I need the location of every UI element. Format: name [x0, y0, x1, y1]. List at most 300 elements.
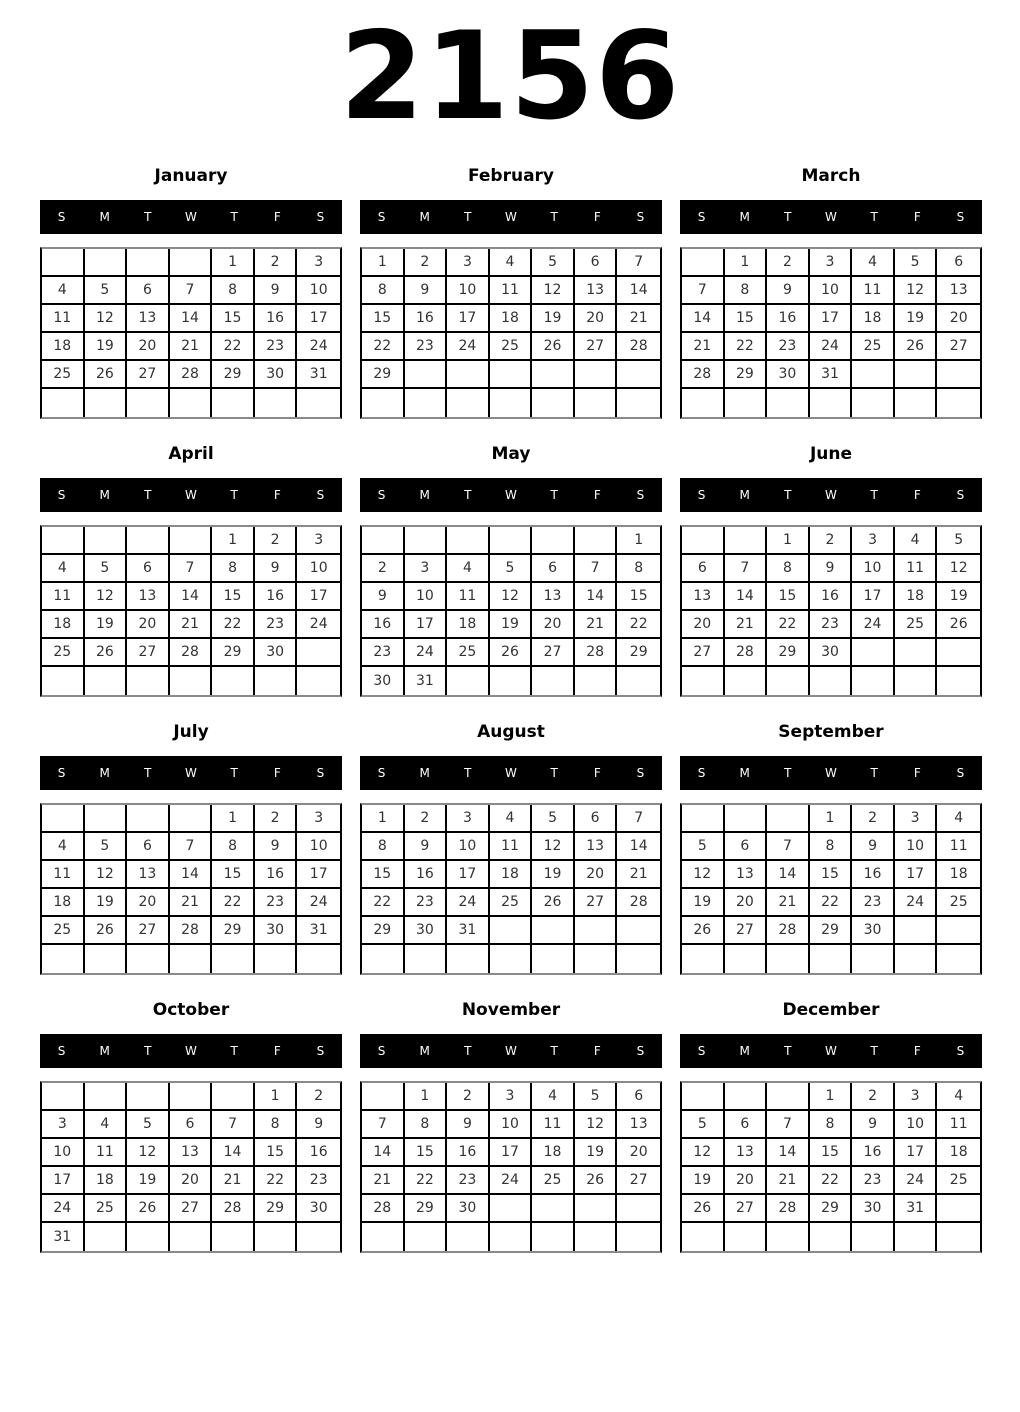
day-cell: 19	[127, 1167, 170, 1195]
day-cell: 27	[532, 639, 575, 667]
day-cell: 6	[532, 555, 575, 583]
day-cell: 30	[255, 639, 298, 667]
empty-day-cell	[617, 361, 660, 389]
empty-day-cell	[490, 361, 533, 389]
day-cell: 30	[297, 1195, 340, 1223]
day-cell: 24	[490, 1167, 533, 1195]
empty-day-cell	[490, 917, 533, 945]
day-cell: 29	[767, 639, 810, 667]
day-cell: 21	[617, 305, 660, 333]
empty-day-cell	[170, 805, 213, 833]
day-cell: 28	[170, 361, 213, 389]
day-cell: 5	[127, 1111, 170, 1139]
day-cell: 10	[405, 583, 448, 611]
day-cell: 6	[617, 1083, 660, 1111]
weekday-label: F	[913, 488, 921, 502]
empty-day-cell	[212, 945, 255, 973]
weekday-label: M	[99, 488, 110, 502]
day-cell: 19	[490, 611, 533, 639]
day-cell: 16	[297, 1139, 340, 1167]
empty-day-cell	[725, 389, 768, 417]
day-cell: 15	[767, 583, 810, 611]
day-cell: 12	[85, 305, 128, 333]
empty-day-cell	[767, 805, 810, 833]
day-cell: 25	[490, 333, 533, 361]
month-section-september	[680, 722, 982, 975]
empty-day-cell	[170, 249, 213, 277]
day-cell: 14	[170, 861, 213, 889]
day-cell: 9	[405, 277, 448, 305]
day-cell: 24	[895, 1167, 938, 1195]
day-cell: 22	[617, 611, 660, 639]
day-cell: 23	[810, 611, 853, 639]
day-cell: 3	[405, 555, 448, 583]
day-cell: 17	[895, 861, 938, 889]
day-cell: 9	[852, 1111, 895, 1139]
day-cell: 10	[42, 1139, 85, 1167]
day-cell: 4	[42, 277, 85, 305]
weekday-label: F	[593, 1044, 601, 1058]
day-cell: 29	[617, 639, 660, 667]
day-cell: 23	[255, 611, 298, 639]
day-cell: 26	[532, 889, 575, 917]
empty-day-cell	[490, 527, 533, 555]
day-cell: 26	[127, 1195, 170, 1223]
day-cell: 30	[255, 361, 298, 389]
weekday-label: M	[419, 488, 430, 502]
day-cell: 15	[362, 305, 405, 333]
day-cell: 2	[852, 1083, 895, 1111]
day-cell: 4	[937, 805, 980, 833]
weekday-label: F	[273, 488, 281, 502]
day-grid	[680, 247, 982, 419]
weekday-header-row	[680, 200, 982, 234]
weekday-label: F	[593, 488, 601, 502]
day-cell: 27	[682, 639, 725, 667]
day-cell: 11	[937, 1111, 980, 1139]
day-cell: 19	[532, 861, 575, 889]
day-cell: 20	[725, 889, 768, 917]
empty-day-cell	[852, 389, 895, 417]
day-cell: 25	[85, 1195, 128, 1223]
day-cell: 9	[255, 277, 298, 305]
day-cell: 11	[42, 583, 85, 611]
day-cell: 15	[255, 1139, 298, 1167]
day-cell: 5	[682, 833, 725, 861]
weekday-label: T	[784, 210, 792, 224]
day-cell: 25	[852, 333, 895, 361]
day-cell: 15	[810, 1139, 853, 1167]
empty-day-cell	[682, 1223, 725, 1251]
day-cell: 2	[405, 805, 448, 833]
weekday-header-row	[40, 1034, 342, 1068]
day-cell: 7	[767, 833, 810, 861]
day-cell: 12	[127, 1139, 170, 1167]
day-cell: 15	[212, 305, 255, 333]
day-cell: 9	[297, 1111, 340, 1139]
empty-day-cell	[85, 249, 128, 277]
empty-day-cell	[362, 1083, 405, 1111]
empty-day-cell	[212, 667, 255, 695]
weekday-label: T	[144, 210, 152, 224]
empty-day-cell	[127, 527, 170, 555]
day-cell: 16	[405, 861, 448, 889]
day-cell: 17	[42, 1167, 85, 1195]
day-grid	[360, 1081, 662, 1253]
day-cell: 10	[895, 1111, 938, 1139]
empty-day-cell	[127, 945, 170, 973]
day-cell: 17	[810, 305, 853, 333]
weekday-label: W	[825, 488, 837, 502]
day-cell: 28	[575, 639, 618, 667]
weekday-label: T	[230, 210, 238, 224]
empty-day-cell	[127, 667, 170, 695]
weekday-label: S	[316, 1044, 325, 1058]
day-cell: 1	[212, 805, 255, 833]
day-cell: 22	[767, 611, 810, 639]
weekday-label: M	[99, 210, 110, 224]
empty-day-cell	[405, 389, 448, 417]
empty-day-cell	[490, 389, 533, 417]
day-cell: 29	[212, 361, 255, 389]
day-cell: 10	[297, 277, 340, 305]
day-cell: 3	[297, 249, 340, 277]
day-cell: 4	[532, 1083, 575, 1111]
weekday-label: T	[870, 766, 878, 780]
day-cell: 30	[405, 917, 448, 945]
day-cell: 12	[575, 1111, 618, 1139]
weekday-label: M	[99, 1044, 110, 1058]
empty-day-cell	[447, 945, 490, 973]
day-cell: 17	[447, 861, 490, 889]
empty-day-cell	[405, 527, 448, 555]
weekday-label: T	[784, 766, 792, 780]
weekday-label: S	[697, 766, 706, 780]
empty-day-cell	[937, 639, 980, 667]
empty-day-cell	[852, 639, 895, 667]
day-cell: 26	[490, 639, 533, 667]
empty-day-cell	[490, 945, 533, 973]
empty-day-cell	[725, 1083, 768, 1111]
day-cell: 13	[937, 277, 980, 305]
month-name: October	[152, 1000, 230, 1020]
weekday-label: W	[825, 766, 837, 780]
day-cell: 4	[42, 555, 85, 583]
day-cell: 10	[490, 1111, 533, 1139]
day-cell: 30	[255, 917, 298, 945]
day-cell: 24	[447, 333, 490, 361]
day-cell: 31	[297, 361, 340, 389]
weekday-label: M	[739, 488, 750, 502]
day-cell: 24	[447, 889, 490, 917]
weekday-label: S	[636, 1044, 645, 1058]
empty-day-cell	[85, 667, 128, 695]
weekday-label: S	[956, 210, 965, 224]
day-cell: 21	[617, 861, 660, 889]
day-cell: 19	[682, 1167, 725, 1195]
day-cell: 11	[490, 277, 533, 305]
weekday-header-row	[680, 1034, 982, 1068]
day-cell: 2	[405, 249, 448, 277]
empty-day-cell	[810, 1223, 853, 1251]
day-cell: 3	[852, 527, 895, 555]
day-cell: 7	[682, 277, 725, 305]
day-cell: 5	[85, 277, 128, 305]
day-cell: 8	[212, 277, 255, 305]
day-grid	[40, 525, 342, 697]
empty-day-cell	[490, 667, 533, 695]
day-cell: 24	[810, 333, 853, 361]
empty-day-cell	[725, 945, 768, 973]
weekday-label: F	[913, 1044, 921, 1058]
day-cell: 7	[170, 555, 213, 583]
day-cell: 14	[767, 1139, 810, 1167]
day-cell: 23	[362, 639, 405, 667]
day-cell: 9	[852, 833, 895, 861]
weekday-label: M	[419, 1044, 430, 1058]
empty-day-cell	[617, 1195, 660, 1223]
day-cell: 12	[532, 277, 575, 305]
empty-day-cell	[937, 389, 980, 417]
day-cell: 2	[297, 1083, 340, 1111]
day-cell: 25	[447, 639, 490, 667]
day-cell: 8	[362, 277, 405, 305]
weekday-header-row	[40, 756, 342, 790]
day-grid	[40, 803, 342, 975]
day-cell: 5	[532, 805, 575, 833]
day-cell: 9	[447, 1111, 490, 1139]
empty-day-cell	[532, 1223, 575, 1251]
weekday-label: S	[956, 766, 965, 780]
weekday-label: M	[419, 766, 430, 780]
day-cell: 6	[127, 833, 170, 861]
empty-day-cell	[725, 527, 768, 555]
empty-day-cell	[85, 527, 128, 555]
empty-day-cell	[682, 1083, 725, 1111]
day-cell: 18	[42, 611, 85, 639]
empty-day-cell	[212, 389, 255, 417]
weekday-label: S	[377, 766, 386, 780]
empty-day-cell	[575, 1195, 618, 1223]
day-cell: 27	[725, 917, 768, 945]
weekday-label: T	[144, 1044, 152, 1058]
weekday-label: S	[636, 210, 645, 224]
day-cell: 19	[682, 889, 725, 917]
months-grid	[40, 166, 982, 1253]
weekday-label: T	[464, 766, 472, 780]
day-cell: 19	[937, 583, 980, 611]
day-cell: 3	[895, 805, 938, 833]
day-cell: 11	[937, 833, 980, 861]
day-cell: 7	[725, 555, 768, 583]
day-cell: 16	[255, 861, 298, 889]
weekday-label: W	[825, 1044, 837, 1058]
day-cell: 8	[255, 1111, 298, 1139]
day-cell: 17	[405, 611, 448, 639]
day-cell: 22	[810, 1167, 853, 1195]
day-cell: 24	[895, 889, 938, 917]
day-cell: 18	[937, 1139, 980, 1167]
weekday-header-row	[360, 478, 662, 512]
empty-day-cell	[297, 1223, 340, 1251]
empty-day-cell	[447, 361, 490, 389]
day-cell: 27	[127, 917, 170, 945]
empty-day-cell	[170, 527, 213, 555]
weekday-label: W	[505, 488, 517, 502]
day-cell: 28	[362, 1195, 405, 1223]
empty-day-cell	[85, 945, 128, 973]
day-cell: 30	[852, 1195, 895, 1223]
day-cell: 12	[937, 555, 980, 583]
weekday-label: S	[57, 1044, 66, 1058]
weekday-header-row	[40, 200, 342, 234]
empty-day-cell	[767, 945, 810, 973]
empty-day-cell	[532, 389, 575, 417]
month-name: February	[467, 166, 555, 186]
day-cell: 11	[85, 1139, 128, 1167]
day-cell: 6	[170, 1111, 213, 1139]
weekday-label: F	[273, 210, 281, 224]
day-cell: 5	[895, 249, 938, 277]
day-cell: 21	[682, 333, 725, 361]
day-cell: 26	[937, 611, 980, 639]
weekday-label: M	[739, 1044, 750, 1058]
day-cell: 23	[405, 889, 448, 917]
day-cell: 24	[297, 333, 340, 361]
empty-day-cell	[852, 667, 895, 695]
day-grid	[680, 803, 982, 975]
empty-day-cell	[682, 389, 725, 417]
day-grid	[680, 1081, 982, 1253]
empty-day-cell	[937, 1195, 980, 1223]
day-cell: 27	[575, 889, 618, 917]
day-cell: 7	[767, 1111, 810, 1139]
empty-day-cell	[810, 389, 853, 417]
empty-day-cell	[895, 389, 938, 417]
day-cell: 23	[297, 1167, 340, 1195]
day-cell: 28	[767, 1195, 810, 1223]
day-cell: 3	[447, 249, 490, 277]
empty-day-cell	[767, 1223, 810, 1251]
day-cell: 20	[682, 611, 725, 639]
weekday-label: T	[230, 766, 238, 780]
weekday-label: S	[316, 766, 325, 780]
day-cell: 13	[127, 583, 170, 611]
empty-day-cell	[575, 917, 618, 945]
day-cell: 11	[852, 277, 895, 305]
day-cell: 12	[895, 277, 938, 305]
day-cell: 13	[170, 1139, 213, 1167]
day-cell: 30	[810, 639, 853, 667]
day-cell: 14	[682, 305, 725, 333]
empty-day-cell	[852, 945, 895, 973]
day-cell: 19	[85, 611, 128, 639]
day-cell: 21	[725, 611, 768, 639]
empty-day-cell	[532, 667, 575, 695]
day-cell: 14	[617, 277, 660, 305]
empty-day-cell	[405, 945, 448, 973]
day-cell: 22	[212, 889, 255, 917]
day-cell: 20	[127, 611, 170, 639]
day-cell: 25	[42, 361, 85, 389]
empty-day-cell	[767, 667, 810, 695]
weekday-label: F	[273, 1044, 281, 1058]
day-grid	[40, 1081, 342, 1253]
weekday-label: M	[739, 766, 750, 780]
weekday-header-row	[680, 756, 982, 790]
day-cell: 5	[937, 527, 980, 555]
day-cell: 27	[937, 333, 980, 361]
day-cell: 2	[767, 249, 810, 277]
weekday-label: S	[956, 1044, 965, 1058]
day-cell: 26	[682, 1195, 725, 1223]
day-cell: 9	[405, 833, 448, 861]
weekday-label: F	[913, 210, 921, 224]
day-cell: 20	[575, 305, 618, 333]
day-cell: 20	[127, 889, 170, 917]
empty-day-cell	[85, 1223, 128, 1251]
day-cell: 27	[170, 1195, 213, 1223]
weekday-header-row	[680, 478, 982, 512]
weekday-label: T	[464, 210, 472, 224]
empty-day-cell	[127, 805, 170, 833]
month-section-november	[360, 1000, 662, 1253]
empty-day-cell	[212, 1083, 255, 1111]
day-cell: 22	[810, 889, 853, 917]
day-cell: 12	[682, 1139, 725, 1167]
weekday-label: S	[316, 488, 325, 502]
day-cell: 9	[767, 277, 810, 305]
day-cell: 16	[810, 583, 853, 611]
empty-day-cell	[725, 805, 768, 833]
day-cell: 29	[405, 1195, 448, 1223]
day-cell: 10	[852, 555, 895, 583]
weekday-label: M	[739, 210, 750, 224]
day-cell: 18	[852, 305, 895, 333]
empty-day-cell	[617, 1223, 660, 1251]
day-cell: 24	[852, 611, 895, 639]
weekday-header-row	[360, 1034, 662, 1068]
empty-day-cell	[42, 1083, 85, 1111]
day-cell: 13	[532, 583, 575, 611]
day-cell: 7	[170, 277, 213, 305]
day-cell: 1	[362, 249, 405, 277]
day-cell: 1	[255, 1083, 298, 1111]
day-cell: 14	[725, 583, 768, 611]
day-cell: 12	[85, 861, 128, 889]
weekday-label: W	[505, 766, 517, 780]
day-cell: 17	[852, 583, 895, 611]
empty-day-cell	[170, 945, 213, 973]
weekday-label: S	[697, 210, 706, 224]
day-cell: 19	[532, 305, 575, 333]
day-cell: 31	[895, 1195, 938, 1223]
month-section-january	[40, 166, 342, 419]
day-cell: 12	[85, 583, 128, 611]
day-grid	[360, 247, 662, 419]
day-cell: 1	[212, 527, 255, 555]
day-cell: 26	[85, 361, 128, 389]
day-cell: 16	[852, 1139, 895, 1167]
day-cell: 24	[297, 611, 340, 639]
day-cell: 28	[617, 889, 660, 917]
day-cell: 7	[617, 249, 660, 277]
day-cell: 10	[810, 277, 853, 305]
month-name: December	[782, 1000, 880, 1020]
empty-day-cell	[725, 1223, 768, 1251]
day-cell: 5	[85, 833, 128, 861]
day-cell: 25	[490, 889, 533, 917]
